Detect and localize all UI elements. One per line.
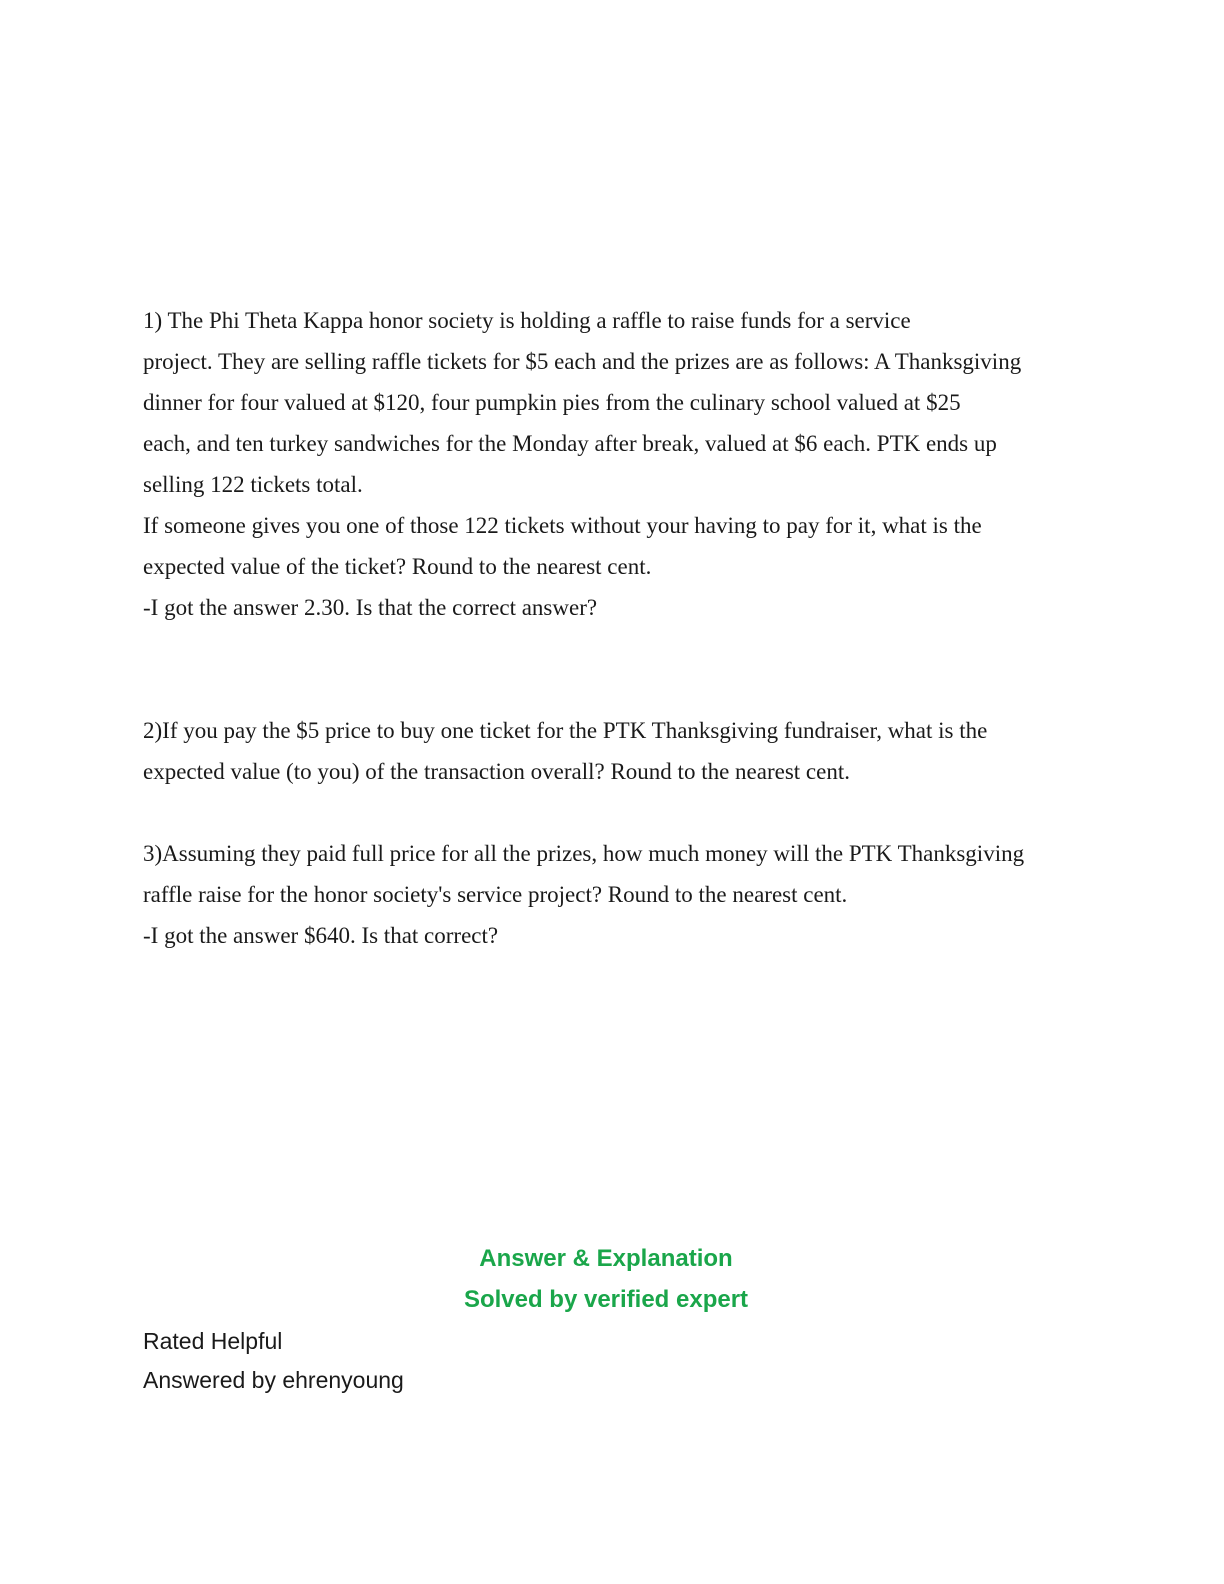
rated-helpful-label: Rated Helpful bbox=[143, 1328, 283, 1354]
answer-explanation-heading: Answer & Explanation bbox=[479, 1245, 733, 1272]
question-1-line: dinner for four valued at $120, four pumpkin pies from the culinary school valued at $25 bbox=[143, 390, 961, 415]
question-1-line: each, and ten turkey sandwiches for the Monday after break, valued at $6 each. PTK ends up bbox=[143, 431, 997, 456]
question-1-line: project. They are selling raffle tickets for $5 each and the prizes are as follows: A Thanksgiving bbox=[143, 349, 1022, 374]
question-1-line: expected value of the ticket? Round to the nearest cent. bbox=[143, 554, 652, 579]
question-3-line: raffle raise for the honor society's service project? Round to the nearest cent. bbox=[143, 882, 848, 907]
answered-by-label: Answered by ehrenyoung bbox=[143, 1367, 404, 1393]
question-3-line: -I got the answer $640. Is that correct? bbox=[143, 923, 499, 948]
question-2-line: 2)If you pay the $5 price to buy one ticket for the PTK Thanksgiving fundraiser, what is the bbox=[143, 718, 988, 743]
question-3 bbox=[143, 833, 1083, 956]
question-1-line: -I got the answer 2.30. Is that the correct answer? bbox=[143, 595, 598, 620]
question-1-line: If someone gives you one of those 122 tickets without your having to pay for it, what is the bbox=[143, 513, 982, 538]
question-1-line: selling 122 tickets total. bbox=[143, 472, 363, 497]
question-2 bbox=[143, 710, 1083, 792]
question-1 bbox=[143, 300, 1083, 628]
question-1-line: 1) The Phi Theta Kappa honor society is holding a raffle to raise funds for a service bbox=[143, 308, 911, 333]
question-3-line: 3)Assuming they paid full price for all the prizes, how much money will the PTK Thanksgiving bbox=[143, 841, 1025, 866]
question-2-line: expected value (to you) of the transaction overall? Round to the nearest cent. bbox=[143, 759, 850, 784]
verified-expert-subheading: Solved by verified expert bbox=[463, 1286, 749, 1313]
